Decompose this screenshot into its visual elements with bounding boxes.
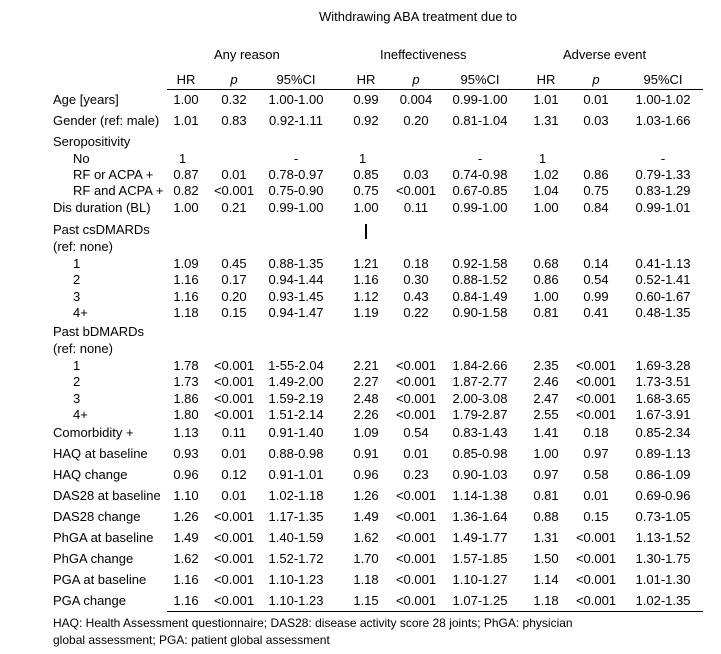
table-cell: 2.27 [353,374,379,389]
table-cell: 1.10-1.27 [452,572,508,587]
table-cell: 1.04 [533,183,559,198]
group-adverse-event: Adverse event [563,47,647,62]
row-label: PGA at baseline [53,572,147,587]
table-cell: 1.78 [173,358,199,373]
table-cell: <0.001 [213,572,255,587]
header-rule [167,89,703,90]
table-cell: 0.74-0.98 [452,167,508,182]
table-cell: 2.00-3.08 [452,391,508,406]
row-label: PhGA at baseline [53,530,154,545]
table-cell: 1.62 [353,530,379,545]
table-cell: 1.17-1.35 [268,509,324,524]
row-label: HAQ change [53,467,128,482]
table-cell: <0.001 [395,183,437,198]
table-cell: 0.99 [353,92,379,107]
table-cell: 1.36-1.64 [452,509,508,524]
footnote-line-1 [53,616,573,630]
table-cell: 1.02-1.18 [268,488,324,503]
table-cell: 0.99 [583,289,609,304]
table-cell: <0.001 [575,551,617,566]
table-cell: 1.86 [173,391,199,406]
group-any-reason: Any reason [214,47,280,62]
table-cell: 0.96 [353,467,379,482]
row-label: 3 [73,391,81,406]
table-cell: 1 [359,151,367,166]
column-header: HR [356,72,376,87]
table-cell: <0.001 [213,509,255,524]
table-cell: - [660,151,666,166]
table-cell: 1.13-1.52 [635,530,691,545]
table-cell: 0.03 [583,113,609,128]
table-cell: 0.83-1.29 [635,183,691,198]
table-cell: 0.20 [403,113,429,128]
table-cell: 0.84-1.49 [452,289,508,304]
table-cell: 1.14-1.38 [452,488,508,503]
table-cell: <0.001 [395,374,437,389]
table-cell: 0.22 [403,305,429,320]
table-cell: <0.001 [395,407,437,422]
table-cell: 0.15 [583,509,609,524]
table-cell: <0.001 [395,530,437,545]
table-cell: 1.00 [533,446,559,461]
table-cell: 1 [179,151,187,166]
table-cell: 0.92-1.58 [452,256,508,271]
table-cell: 0.85-0.98 [452,446,508,461]
table-cell: 1.00 [173,200,199,215]
table-cell: 0.54 [583,272,609,287]
table-cell: 0.68 [533,256,559,271]
table-cell: 1.09 [353,425,379,440]
footnote-line-2 [53,633,330,647]
table-cell: - [293,151,299,166]
table-cell: 0.94-1.47 [268,305,324,320]
table-cell: 1.49-2.00 [268,374,324,389]
row-label: DAS28 at baseline [53,488,161,503]
row-label: RF and ACPA + [73,183,164,198]
table-cell: 1.03-1.66 [635,113,691,128]
row-label: 1 [73,358,81,373]
table-cell: 1.16 [353,272,379,287]
table-cell: 2.48 [353,391,379,406]
table-cell: 0.01 [583,488,609,503]
row-label: HAQ at baseline [53,446,148,461]
table-cell: 0.99-1.00 [268,200,324,215]
table-cell: 0.01 [221,446,247,461]
table-cell: 1.79-2.87 [452,407,508,422]
table-cell: 0.20 [221,289,247,304]
table-cell: 0.89-1.13 [635,446,691,461]
table-cell: 0.43 [403,289,429,304]
table-cell: 0.86-1.09 [635,467,691,482]
table-cell: 0.75 [353,183,379,198]
table-cell: 1.70 [353,551,379,566]
table-cell: 1.52-1.72 [268,551,324,566]
cursor-bar [365,224,367,239]
table-cell: 1.00-1.00 [268,92,324,107]
table-cell: <0.001 [213,593,255,608]
table-cell: 1.13 [173,425,199,440]
table-cell: 1.41 [533,425,559,440]
table-cell: 1.15 [353,593,379,608]
row-label: Past csDMARDs [53,222,150,237]
table-cell: <0.001 [213,183,255,198]
table-cell: 0.18 [583,425,609,440]
table-cell: 0.91-1.01 [268,467,324,482]
table-cell: <0.001 [213,374,255,389]
table-cell: 0.30 [403,272,429,287]
table-cell: 2.55 [533,407,559,422]
table-cell: 0.81 [533,305,559,320]
row-label: No [73,151,90,166]
table-cell: 1.73-3.51 [635,374,691,389]
footnote-text-1: HAQ: Health Assessment questionnaire; DAS28: disease activity score 28 joints; PhGA: physician [53,616,573,630]
table-cell: 0.88-1.35 [268,256,324,271]
table-cell: 1.02-1.35 [635,593,691,608]
table-cell: 1.01-1.30 [635,572,691,587]
table-cell: 2.21 [353,358,379,373]
table-cell: 1.12 [353,289,379,304]
table-cell: 0.52-1.41 [635,272,691,287]
table-cell: <0.001 [575,391,617,406]
table-cell: 1-55-2.04 [268,358,324,373]
row-label: (ref: none) [53,239,113,254]
column-header: p [592,72,600,87]
table-cell: 0.85 [353,167,379,182]
table-cell: 0.41-1.13 [635,256,691,271]
table-cell: 0.78-0.97 [268,167,324,182]
table-cell: 0.12 [221,467,247,482]
table-cell: <0.001 [575,593,617,608]
table-cell: <0.001 [575,374,617,389]
table-cell: 1.69-3.28 [635,358,691,373]
row-label: Age [years] [53,92,119,107]
bottom-rule [167,611,703,612]
table-cell: 1.10-1.23 [268,572,324,587]
row-label: PhGA change [53,551,134,566]
table-cell: 1.49-1.77 [452,530,508,545]
table-cell: 1.62 [173,551,199,566]
table-cell: 0.79-1.33 [635,167,691,182]
table-cell: 0.99-1.00 [452,92,508,107]
table-cell: <0.001 [395,391,437,406]
table-cell: 1 [539,151,547,166]
table-cell: 1.00 [533,200,559,215]
table-cell: 1.10-1.23 [268,593,324,608]
row-label: Gender (ref: male) [53,113,160,128]
table-cell: 0.23 [403,467,429,482]
table-cell: 0.48-1.35 [635,305,691,320]
table-cell: 0.92-1.11 [269,113,323,128]
row-label: (ref: none) [53,341,113,356]
table-cell: <0.001 [575,407,617,422]
row-label: 4+ [73,305,88,320]
table-cell: 1.07-1.25 [452,593,508,608]
column-header: p [412,72,420,87]
table-cell: 1.01 [173,113,199,128]
table-cell: 1.59-2.19 [268,391,324,406]
table-cell: 0.004 [399,92,433,107]
table-cell: 0.83-1.43 [452,425,508,440]
table-cell: 0.21 [221,200,247,215]
table-cell: 1.18 [353,572,379,587]
table-cell: 1.68-3.65 [635,391,691,406]
table-cell: 1.21 [353,256,379,271]
table-cell: 0.88 [533,509,559,524]
table-cell: 0.01 [221,167,247,182]
table-cell: 0.11 [403,200,429,215]
row-label: Dis duration (BL) [53,200,151,215]
table-cell: - [477,151,483,166]
table-cell: 2.46 [533,374,559,389]
table-cell: 0.75-0.90 [268,183,324,198]
column-header: p [230,72,238,87]
table-cell: 0.81-1.04 [452,113,508,128]
table-cell: 1.31 [533,530,559,545]
table-cell: 1.09 [173,256,199,271]
table-cell: 1.14 [533,572,559,587]
table-cell: 0.54 [403,425,429,440]
table-cell: 0.91-1.40 [268,425,324,440]
table-cell: 0.73-1.05 [635,509,691,524]
table-cell: 0.88-0.98 [268,446,324,461]
table-cell: 0.11 [221,425,247,440]
table-cell: <0.001 [395,358,437,373]
column-header: HR [536,72,556,87]
table-cell: 1.50 [533,551,559,566]
table-cell: 1.40-1.59 [268,530,324,545]
table-cell: 1.26 [173,509,199,524]
table-cell: 1.57-1.85 [452,551,508,566]
table-cell: <0.001 [395,572,437,587]
table-cell: 0.99-1.01 [635,200,691,215]
table-cell: <0.001 [213,407,255,422]
table-cell: 0.14 [583,256,609,271]
table-cell: 0.82 [173,183,199,198]
table-cell: 0.60-1.67 [635,289,691,304]
table-cell: <0.001 [213,358,255,373]
table-cell: 1.00 [173,92,199,107]
table-cell: 2.26 [353,407,379,422]
table-cell: 0.58 [583,467,609,482]
table-cell: 0.41 [583,305,609,320]
table-cell: 1.00-1.02 [635,92,691,107]
table-cell: <0.001 [395,551,437,566]
group-ineffectiveness: Ineffectiveness [380,47,467,62]
row-label: Past bDMARDs [53,324,145,339]
table-cell: 0.92 [353,113,379,128]
table-cell: 0.45 [221,256,247,271]
table-cell: 0.18 [403,256,429,271]
table-cell: <0.001 [575,572,617,587]
table-cell: 0.32 [221,92,247,107]
table-cell: 1.51-2.14 [268,407,324,422]
table-cell: 0.96 [173,467,199,482]
table-cell: 0.75 [583,183,609,198]
table-cell: 0.90-1.58 [452,305,508,320]
table-cell: 1.16 [173,289,199,304]
table-cell: 0.01 [221,488,247,503]
table-cell: 0.67-0.85 [452,183,508,198]
table-cell: 0.93 [173,446,199,461]
row-label: RF or ACPA + [73,167,154,182]
table-cell: 0.03 [403,167,429,182]
table-cell: 1.19 [353,305,379,320]
row-label: Seropositivity [53,134,131,149]
table-cell: 1.00 [353,200,379,215]
table-cell: <0.001 [395,488,437,503]
table-cell: 0.88-1.52 [452,272,508,287]
column-header: 95%CI [276,72,316,87]
table-cell: <0.001 [213,391,255,406]
table-cell: 0.69-0.96 [635,488,691,503]
table-cell: 0.17 [221,272,247,287]
row-label: 2 [73,272,81,287]
table-cell: 1.30-1.75 [635,551,691,566]
row-label: 1 [73,256,81,271]
footnote-text-2: global assessment; PGA: patient global assessment [53,633,330,647]
table-cell: <0.001 [213,551,255,566]
column-header: 95%CI [643,72,683,87]
table-cell: 0.94-1.44 [268,272,324,287]
table-cell: 1.18 [173,305,199,320]
table-cell: 0.93-1.45 [268,289,324,304]
table-cell: 1.49 [173,530,199,545]
table-cell: 0.01 [583,92,609,107]
table-cell: 1.16 [173,272,199,287]
table-cell: 0.01 [403,446,429,461]
row-label: DAS28 change [53,509,141,524]
table-cell: 0.15 [221,305,247,320]
table-cell: 0.99-1.00 [452,200,508,215]
table-cell: 1.02 [533,167,559,182]
row-label: Comorbidity + [53,425,134,440]
table-cell: 1.87-2.77 [452,374,508,389]
table-cell: <0.001 [575,358,617,373]
row-label: PGA change [53,593,126,608]
table-cell: <0.001 [395,509,437,524]
table-cell: 2.35 [533,358,559,373]
table-cell: 0.87 [173,167,199,182]
table-cell: 1.49 [353,509,379,524]
table-cell: 0.86 [583,167,609,182]
table-cell: 1.16 [173,593,199,608]
table-cell: 1.00 [533,289,559,304]
table-cell: 0.90-1.03 [452,467,508,482]
table-cell: 1.18 [533,593,559,608]
row-label: 2 [73,374,81,389]
table-cell: <0.001 [575,530,617,545]
table-cell: 0.97 [533,467,559,482]
table-cell: 2.47 [533,391,559,406]
table-cell: 1.67-3.91 [635,407,691,422]
table-cell: 0.86 [533,272,559,287]
table-cell: 1.73 [173,374,199,389]
table-title: Withdrawing ABA treatment due to [319,9,517,24]
table-cell: 1.31 [533,113,559,128]
table-cell: 0.83 [221,113,247,128]
row-label: 3 [73,289,81,304]
table-cell: 0.97 [583,446,609,461]
table-cell: 1.01 [533,92,559,107]
table-cell: <0.001 [213,530,255,545]
table-cell: 1.10 [173,488,199,503]
column-header: 95%CI [460,72,500,87]
table-cell: 0.84 [583,200,609,215]
table-cell: <0.001 [395,593,437,608]
column-header: HR [176,72,196,87]
table-cell: 1.26 [353,488,379,503]
table-cell: 0.81 [533,488,559,503]
table-cell: 0.85-2.34 [635,425,691,440]
table-cell: 1.80 [173,407,199,422]
row-label: 4+ [73,407,88,422]
table-cell: 1.84-2.66 [452,358,508,373]
table-cell: 1.16 [173,572,199,587]
table-cell: 0.91 [353,446,379,461]
